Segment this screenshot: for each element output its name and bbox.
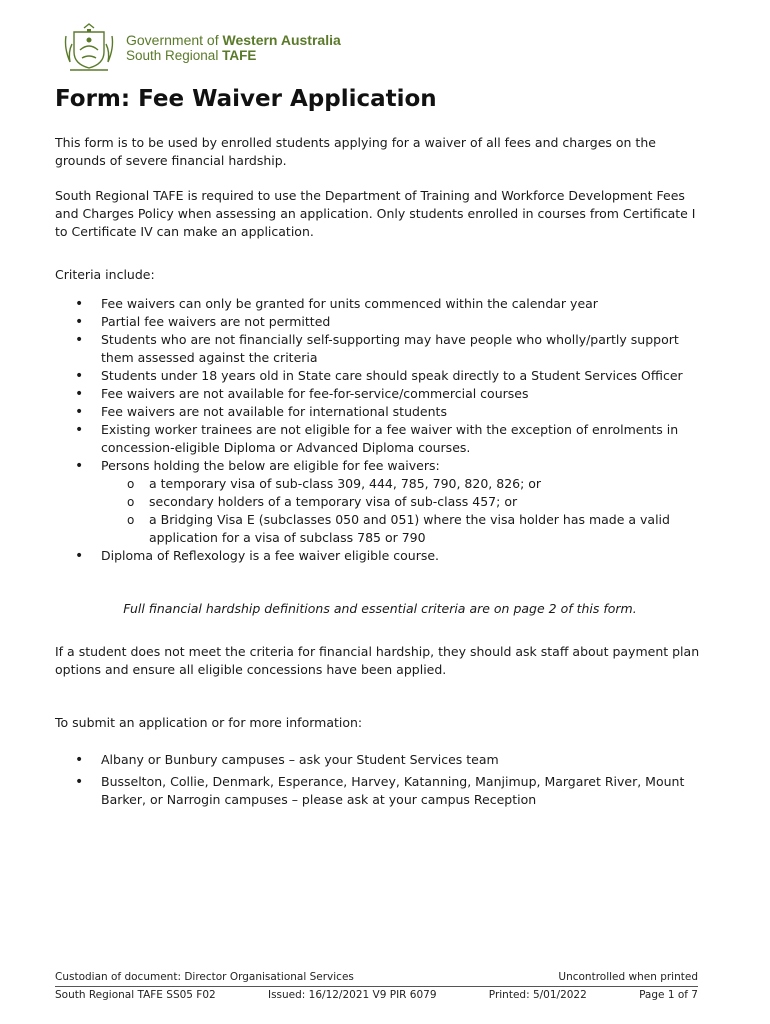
visa-item: o a temporary visa of sub-class 309, 444, 785, 790, 820, 826; or: [101, 475, 705, 493]
visa-sublist: [101, 475, 705, 547]
visa-item: o secondary holders of a temporary visa of sub-class 457; or: [101, 493, 705, 511]
criteria-item: • Fee waivers are not available for fee-for-service/commercial courses: [55, 385, 705, 403]
footer-divider: [55, 986, 698, 987]
intro-paragraph: This form is to be used by enrolled students applying for a waiver of all fees and charges on the grounds of severe financial hardship.: [55, 135, 656, 168]
footer-top-row: [55, 971, 698, 983]
payment-note: If a student does not meet the criteria for financial hardship, they should ask staff about payment plan options and ensure all eligible concessions have been applied.: [55, 644, 700, 677]
criteria-item: • Partial fee waivers are not permitted: [55, 313, 705, 331]
criteria-item: • Fee waivers are not available for international students: [55, 403, 705, 421]
criteria-heading: Criteria include:: [55, 267, 155, 282]
government-wordmark: Government of Western Australia: [126, 32, 341, 49]
submit-item: • Busselton, Collie, Denmark, Esperance, Harvey, Katanning, Manjimup, Margaret River, Mount Barker, or Narrogin campuses – please ask at your campus Reception: [55, 773, 705, 809]
page-header: [60, 22, 341, 74]
footer-issued: Issued: 16/12/2021 V9 PIR 6079: [267, 989, 437, 1001]
footer-custodian: Custodian of document: Director Organisational Services: [55, 971, 354, 983]
visa-item: o a Bridging Visa E (subclasses 050 and 051) where the visa holder has made a valid application for a visa of subclass 785 or 790: [101, 511, 705, 547]
footer-printed: Printed: 5/01/2022: [488, 989, 587, 1001]
footer-uncontrolled: Uncontrolled when printed: [558, 971, 698, 983]
footer-doc-code: South Regional TAFE SS05 F02: [55, 989, 216, 1001]
criteria-item: • Fee waivers can only be granted for units commenced within the calendar year: [55, 295, 705, 313]
policy-paragraph: South Regional TAFE is required to use the Department of Training and Workforce Development Fees and Charges Policy when assessing an application. Only students enrolled in courses from Certificate I to Certificate IV can make an application.: [55, 188, 696, 239]
criteria-item: • Persons holding the below are eligible for fee waivers: o a temporary visa of sub-class 309, 444, 785, 790, 820, 826; or o secondary holders of a temporary visa of sub-class 457; or o a Bridging Visa E (subclasses 050 and 051) where the visa holder has made a valid application for a visa of subclass 785 or 790: [55, 457, 705, 547]
wa-government-crest-logo: [60, 22, 118, 74]
footer-bottom-row: [55, 989, 698, 1001]
submit-list: [55, 751, 705, 809]
criteria-list: [55, 295, 705, 565]
criteria-item: • Diploma of Reflexology is a fee waiver eligible course.: [55, 547, 705, 565]
tafe-wordmark: South Regional TAFE: [126, 48, 257, 64]
footer-page-number: Page 1 of 7: [639, 989, 698, 1001]
criteria-item: • Existing worker trainees are not eligible for a fee waiver with the exception of enrolments in concession-eligible Diploma or Advanced Diploma courses.: [55, 421, 705, 457]
hardship-note: Full financial hardship definitions and essential criteria are on page 2 of this form.: [123, 601, 637, 616]
submit-heading: To submit an application or for more information:: [55, 715, 363, 730]
criteria-item: • Students under 18 years old in State care should speak directly to a Student Services Officer: [55, 367, 705, 385]
page-title: Form: Fee Waiver Application: [55, 86, 437, 112]
submit-item: • Albany or Bunbury campuses – ask your Student Services team: [55, 751, 705, 769]
criteria-item: • Students who are not financially self-supporting may have people who wholly/partly support them assessed against the criteria: [55, 331, 705, 367]
